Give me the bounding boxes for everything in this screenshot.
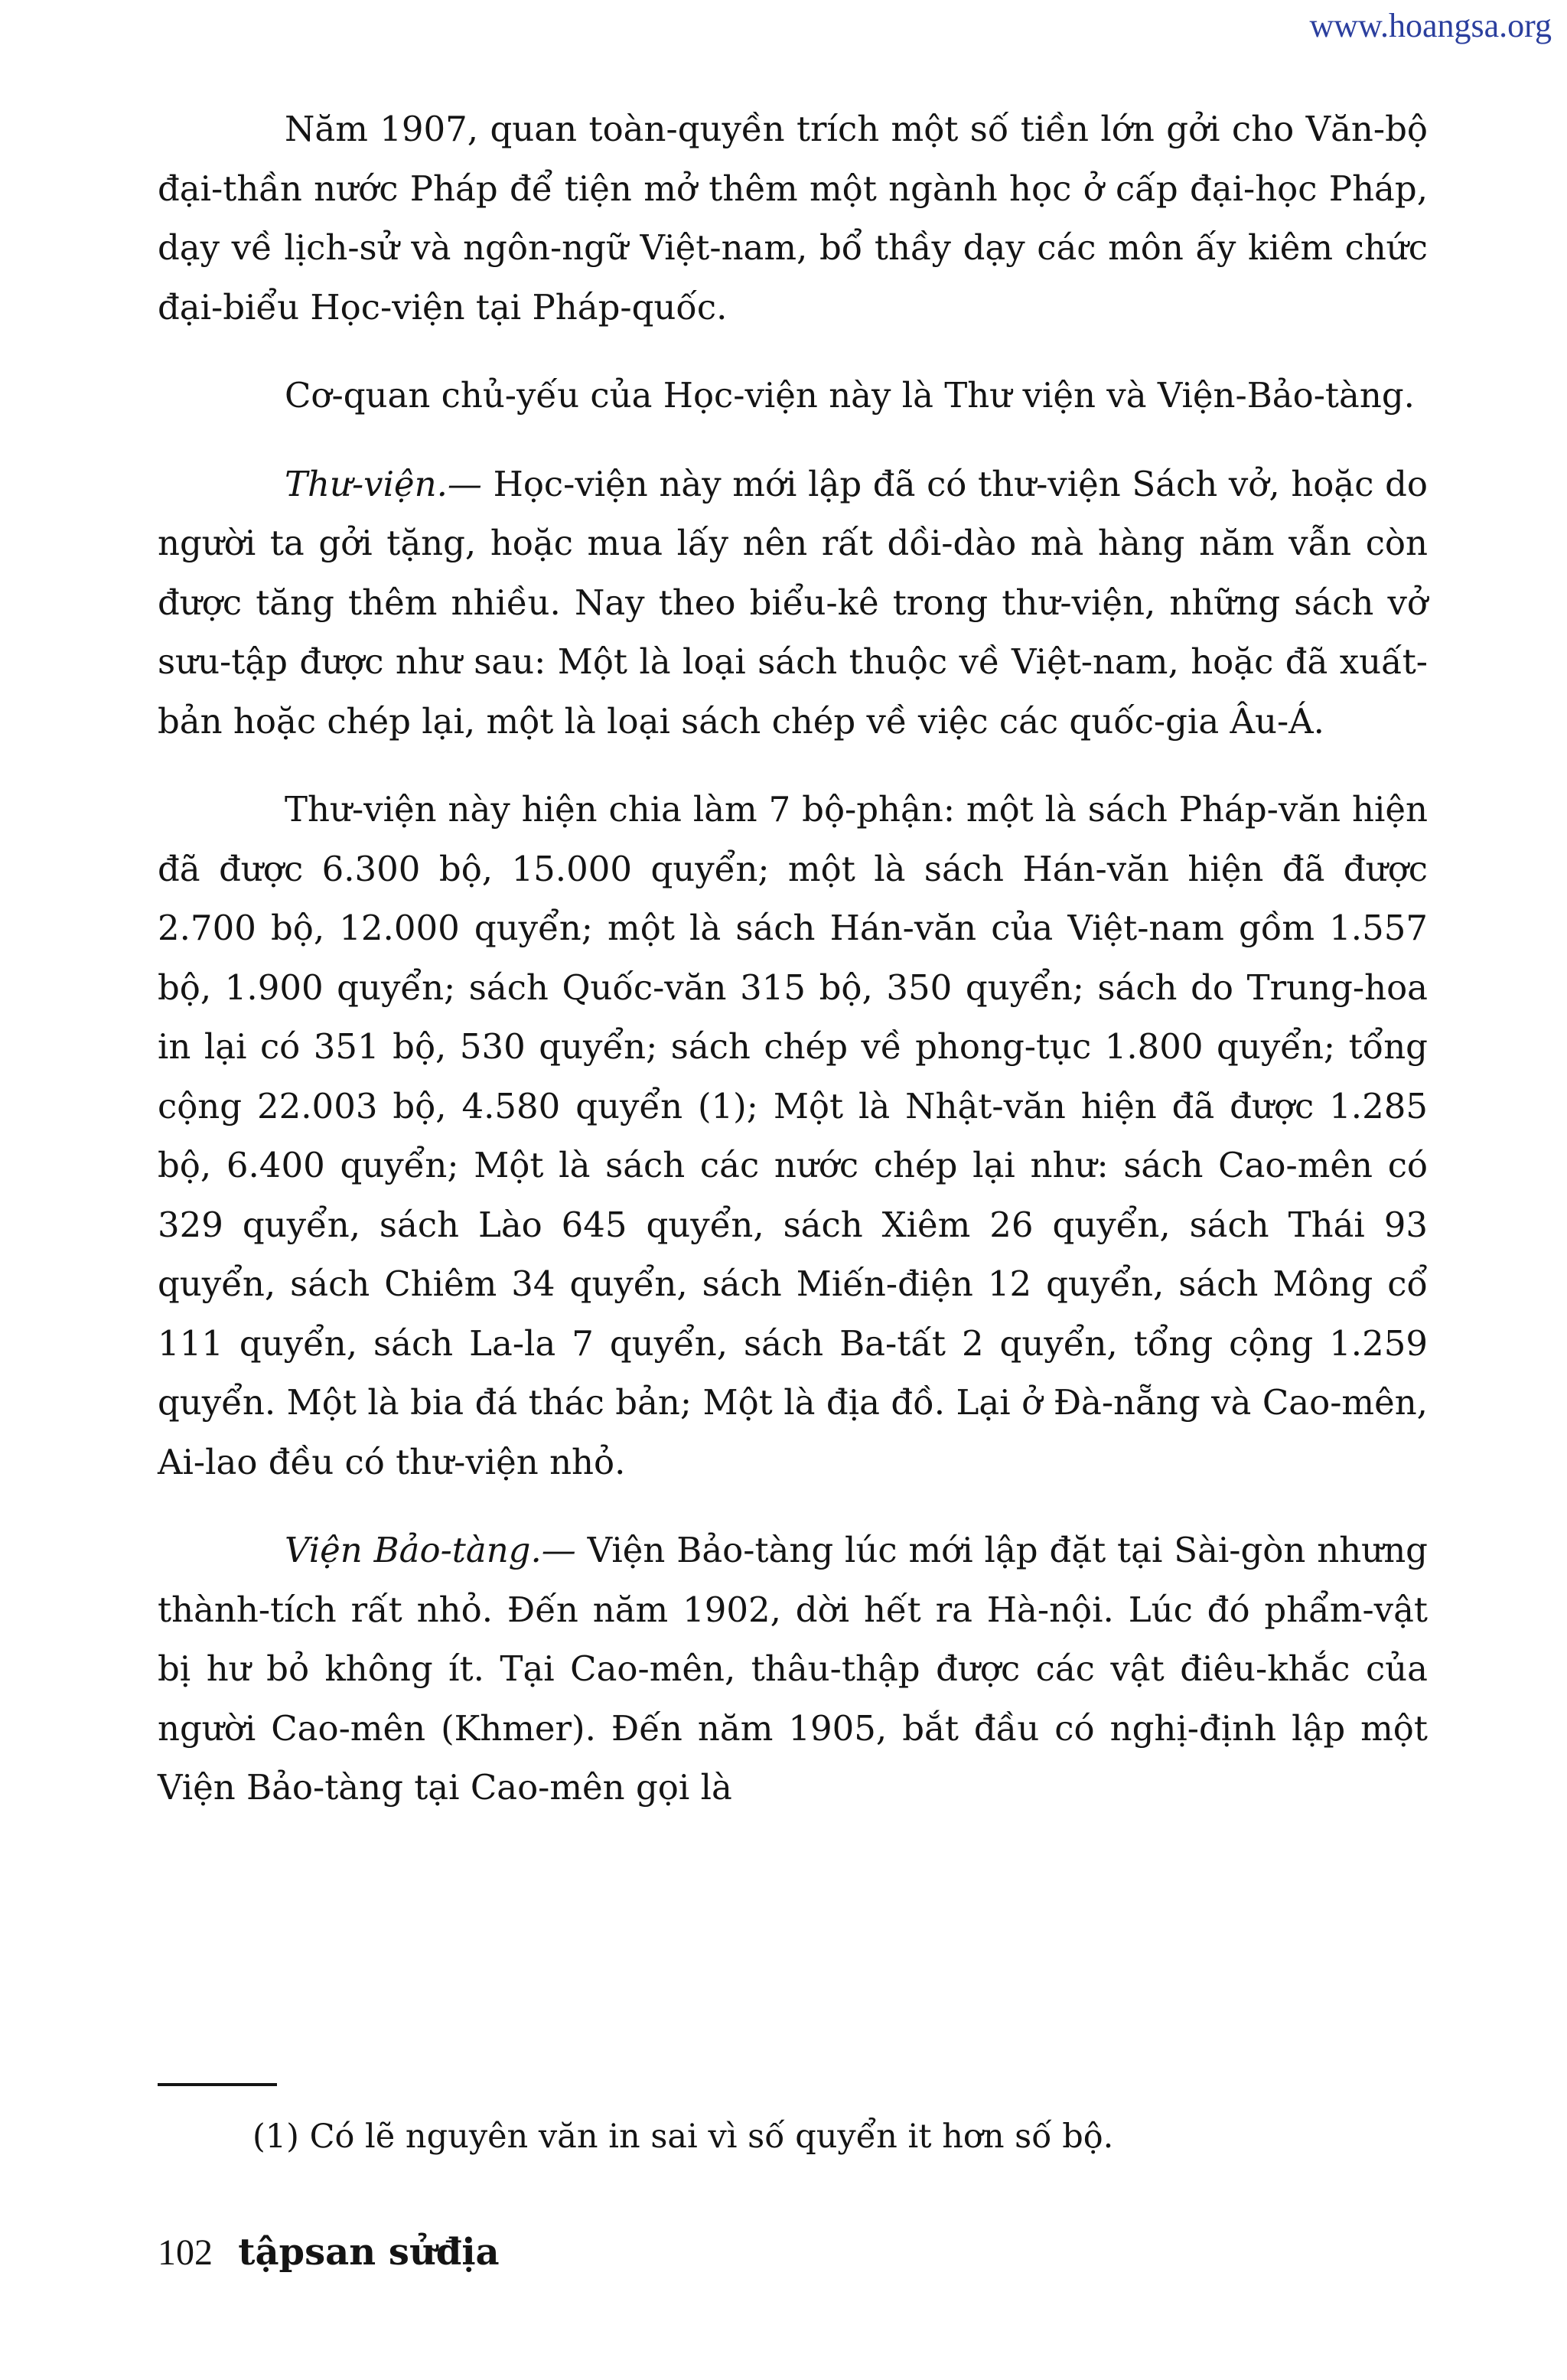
library-text: Học-viện này mới lập đã có thư-viện Sách vở, hoặc do người ta gởi tặng, hoặc mua lấy nên rất dồi-dào mà hàng năm vẫn còn được tăng thêm nhiều. Nay theo biểu-kê trong thư-viện, những sách vở sưu-tập được như sau: Một là loại sách thuộc về Việt-nam, hoặc đã xuất-bản hoặc chép lại, một là loại sách chép về việc các quốc-gia Âu-Á. (158, 463, 1428, 742)
paragraph-library (158, 455, 1428, 751)
page-number: 102 (158, 2232, 213, 2273)
footnote-divider (158, 2083, 277, 2086)
library-heading: Thư-viện.— (285, 463, 482, 504)
page-body (158, 99, 1428, 1847)
page-footer (158, 2231, 500, 2274)
paragraph-intro: Năm 1907, quan toàn-quyền trích một số tiền lớn gởi cho Văn-bộ đại-thần nước Pháp để tiện mở thêm một ngành học ở cấp đại-học Pháp, dạy về lịch-sử và ngôn-ngữ Việt-nam, bổ thầy dạy các môn ấy kiêm chức đại-biểu Học-viện tại Pháp-quốc. (158, 109, 1428, 328)
museum-text: Viện Bảo-tàng lúc mới lập đặt tại Sài-gòn nhưng thành-tích rất nhỏ. Đến năm 1902, dời hết ra Hà-nội. Lúc đó phẩm-vật bị hư bỏ không ít. Tại Cao-mên, thâu-thập được các vật điêu-khắc của người Cao-mên (Khmer). Đến năm 1905, bắt đầu có nghị-định lập một Viện Bảo-tàng tại Cao-mên gọi là (158, 1530, 1428, 1808)
paragraph-institutions: Cơ-quan chủ-yếu của Học-viện này là Thư viện và Viện-Bảo-tàng. (285, 375, 1415, 416)
footnote: (1) Có lẽ nguyên văn in sai vì số quyển it hơn số bộ. (252, 2118, 1114, 2156)
site-url-link[interactable]: www.hoangsa.org (1309, 7, 1552, 44)
paragraph-museum (158, 1521, 1428, 1818)
paragraph-library-collections: Thư-viện này hiện chia làm 7 bộ-phận: một là sách Pháp-văn hiện đã được 6.300 bộ, 15.000 quyển; một là sách Hán-văn hiện đã được 2.700 bộ, 12.000 quyển; một là sách Hán-văn của Việt-nam gồm 1.557 bộ, 1.900 quyển; sách Quốc-văn 315 bộ, 350 quyển; sách do Trung-hoa in lại có 351 bộ, 530 quyển; sách chép về phong-tục 1.800 quyển; tổng cộng 22.003 bộ, 4.580 quyển (1); Một là Nhật-văn hiện đã được 1.285 bộ, 6.400 quyển; Một là sách các nước chép lại như: sách Cao-mên có 329 quyển, sách Lào 645 quyển, sách Xiêm 26 quyển, sách Thái 93 quyển, sách Chiêm 34 quyển, sách Miến-điện 12 quyển, sách Mông cổ 111 quyển, sách La-la 7 quyển, sách Ba-tất 2 quyển, tổng cộng 1.259 quyển. Một là bia đá thác bản; Một là địa đồ. Lại ở Đà-nẵng và Cao-mên, Ai-lao đều có thư-viện nhỏ. (158, 789, 1428, 1482)
journal-name: tậpsan sửđịa (238, 2231, 500, 2274)
museum-heading: Viện Bảo-tàng.— (285, 1530, 576, 1570)
